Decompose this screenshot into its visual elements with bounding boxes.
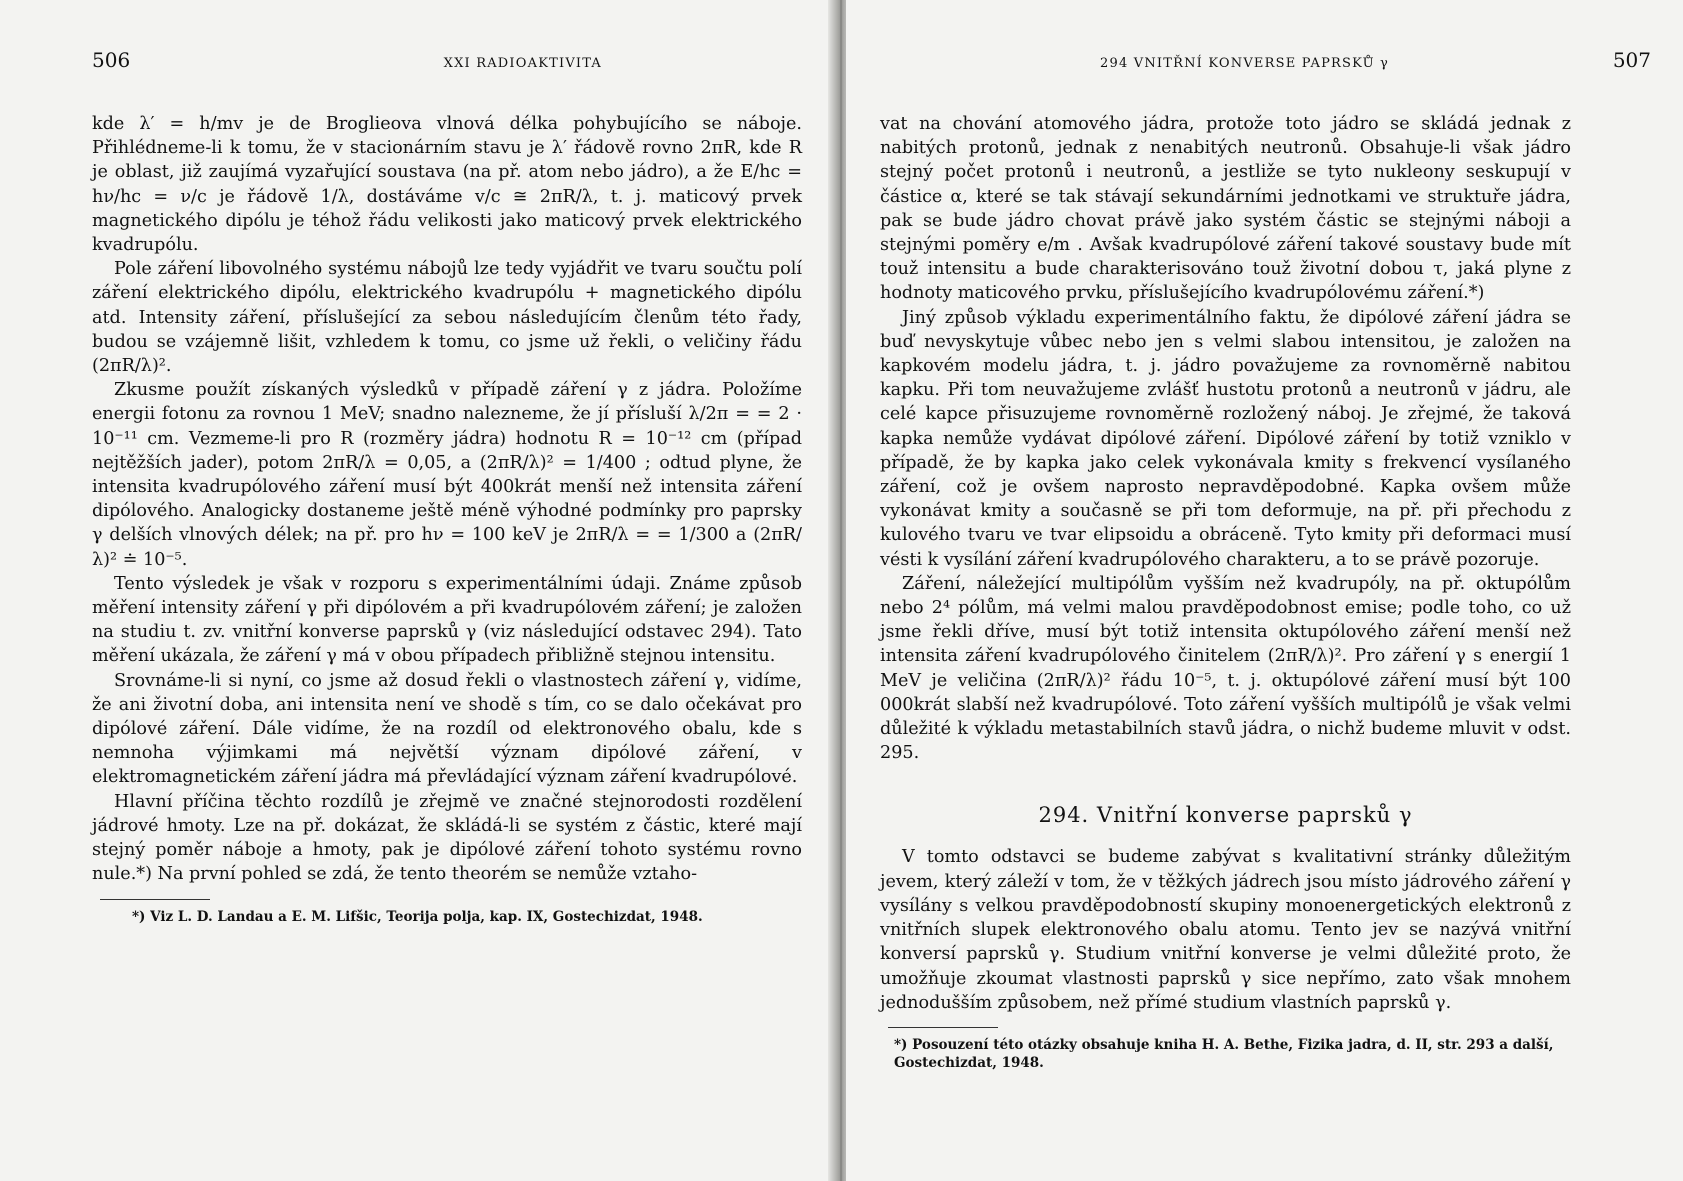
footnote-rule (100, 899, 210, 900)
right-page (846, 0, 1683, 1181)
paragraph: V tomto odstavci se budeme zabývat s kvalitativní stránky důležitým jevem, který záleží v tom, že v těžkých jádrech jsou místo jádrového záření γ vysílány s velkou pravděpodobností skupiny monoenergetických elektronů z vnitřních slupek elektronového obalu atomu. Tento jev se nazývá vnitřní konversí paprsků γ. Studium vnitřní konverse je velmi důležité proto, že umožňuje zkoumat vlastnosti paprsků γ sice nepřímo, zato však mnohem jednodušším způsobem, než přímé studium vlastních paprsků γ. (880, 847, 1571, 1013)
paragraph: Srovnáme-li si nyní, co jsme až dosud řekli o vlastnostech záření γ, vidíme, že ani životní doba, ani intensita není ve shodě s tím, co se dalo očekávat pro dipólové záření. Dále vidíme, že na rozdíl od elektronového obalu, kde s nemnoha výjimkami má největší význam dipólové záření, v elektromagnetickém záření jádra má převládající význam záření kvadrupólové. (92, 670, 802, 788)
left-page (0, 0, 838, 1181)
paragraph: Pole záření libovolného systému nábojů lze tedy vyjádřit ve tvaru součtu polí záření elektrického dipólu, elektrického kvadrupólu + magnetického dipólu atd. Intensity záření, příslušející za sebou následujícím členům této řady, budou se vzájemně lišit, vzhledem k tomu, co jsme už řekli, o veličiny řádu (2πR/λ)². (92, 259, 802, 377)
right-page-number: 507 (1612, 48, 1651, 72)
left-running-head: XXI RADIOAKTIVITA (443, 56, 602, 71)
right-running-head: 294 VNITŘNÍ KONVERSE PAPRSKŮ γ (1100, 56, 1390, 71)
paragraph: vat na chování atomového jádra, protože toto jádro se skládá jednak z nabitých protonů, jednak z nenabitých neutronů. Obsahuje-li však jádro stejný počet protonů i neutronů, a jestliže se tyto nukleony seskupují v částice α, které se tak stávají sekundárními jednotkami ve struktuře jádra, pak se bude jádro chovat právě jako systém částic se stejnými náboji a stejnými poměry e/m . Avšak kvadrupólové záření takové soustavy bude mít touž intensitu a bude charakterisováno touž životní dobou τ, jaká plyne z hodnoty maticového prvku, příslušejícího kvadrupólovému záření.*) (880, 114, 1571, 304)
left-page-number: 506 (92, 48, 131, 72)
paragraph: kde λ′ = h/mv je de Broglieova vlnová délka pohybujícího se náboje. Přihlédneme-li k tomu, že v stacionárním stavu je λ′ řádově rovno 2πR, kde R je oblast, již zaujímá vyzařující soustava (na př. atom nebo jádro), a že E/hc = hν/hc = ν/c je řádově 1/λ, dostáváme v/c ≅ 2πR/λ, t. j. maticový prvek magnetického dipólu je téhož řádu velikosti jako maticový prvek elektrického kvadrupólu. (92, 114, 802, 256)
paragraph: Tento výsledek je však v rozporu s experimentálními údaji. Známe způsob měření intensity záření γ při dipólovém a při kvadrupólovém záření; je založen na studiu t. zv. vnitřní konverse paprsků γ (viz následující odstavec 294). Tato měření ukázala, že záření γ má v obou případech přibližně stejnou intensitu. (92, 573, 802, 667)
section-heading: 294. Vnitřní konverse paprsků γ (1038, 803, 1413, 828)
right-running-header (880, 48, 1651, 72)
left-footnote: *) Viz L. D. Landau a E. M. Lifšic, Teorija polja, kap. IX, Gostechizdat, 1948. (132, 908, 703, 925)
right-body (880, 112, 1571, 1015)
paragraph: Zkusme použít získaných výsledků v případě záření γ z jádra. Položíme energii fotonu za rovnou 1 MeV; snadno nalezneme, že jí přísluší λ/2π = = 2 · 10⁻¹¹ cm. Vezmeme-li pro R (rozměry jádra) hodnotu R = 10⁻¹² cm (případ nejtěžších jader), potom 2πR/λ = 0,05, a (2πR/λ)² = 1/400 ; odtud plyne, že intensita kvadrupólového záření musí být 400krát menší než intensita záření dipólového. Analogicky dostaneme ještě méně výhodné podmínky pro paprsky γ delších vlnových délek; na př. pro hν = 100 keV je 2πR/λ = = 1/300 a (2πR/λ)² ≐ 10⁻⁵. (92, 380, 802, 570)
paragraph: Záření, náležející multipólům vyšším než kvadrupóly, na př. oktupólům nebo 2⁴ pólům, má velmi malou pravděpodobnost emise; podle toho, co už jsme řekli dříve, musí být totiž intensita oktupólového záření menší než intensita záření kvadrupólového činitelem (2πR/λ)². Pro záření γ s energií 1 MeV je veličina (2πR/λ)² řádu 10⁻⁵, t. j. oktupólové záření musí být 100 000krát slabší než kvadrupólové. Toto záření vyšších multipólů je však velmi důležité k výkladu metastabilních stavů jádra, o nichž budeme mluvit v odst. 295. (880, 573, 1571, 764)
footnote-rule (888, 1027, 998, 1028)
paragraph: Hlavní příčina těchto rozdílů je zřejmě ve značné stejnorodosti rozdělení jádrové hmoty. Lze na př. dokázat, že skládá-li se systém z částic, které mají stejný poměr náboje a hmoty, pak je dipólové záření tohoto systému rovno nule.*) Na první pohled se zdá, že tento theorém se nemůže vztaho- (92, 791, 802, 885)
paragraph: Jiný způsob výkladu experimentálního faktu, že dipólové záření jádra se buď nevyskytuje vůbec nebo jen s velmi slabou intensitou, je založen na kapkovém modelu jádra, t. j. jádro považujeme za rovnoměrně nabitou kapku. Při tom neuvažujeme zvlášť hustotu protonů a neutronů v jádru, ale celé kapce přisuzujeme rovnoměrně rozložený náboj. Je zřejmé, že taková kapka nemůže vydávat dipólové záření. Dipólové záření by totiž vzniklo v případě, že by kapka jako celek vykonávala kmity s frekvencí vysílaného záření, což je ovšem naprosto nepravděpodobné. Kapka ovšem může vykonávat kmity a současně se při tom deformuje, na př. při přechodu z kulového tvaru ve tvar elipsoidu a obráceně. Tyto kmity při deformaci musí vésti k vysílání záření kvadrupólového charakteru, a to se právě pozoruje. (880, 307, 1571, 570)
right-footnote: *) Posouzení této otázky obsahuje kniha H. A. Bethe, Fizika jadra, d. II, str. 293 a další, Gostechizdat, 1948. (894, 1036, 1554, 1071)
left-body (92, 112, 802, 887)
left-running-header (92, 48, 802, 72)
